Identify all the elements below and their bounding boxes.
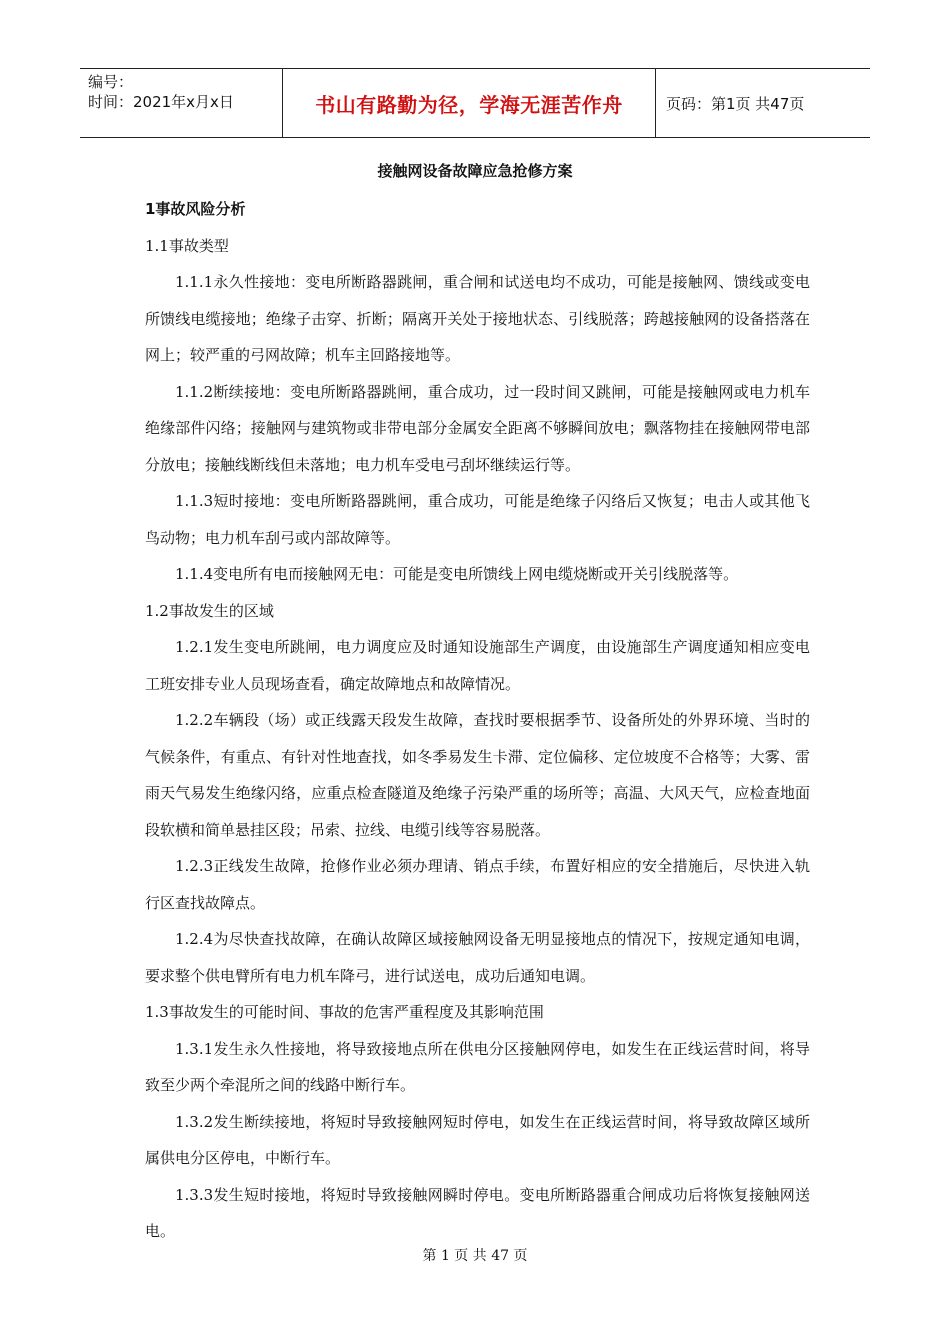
body-paragraph: 1.2.4为尽快查找故障，在确认故障区域接触网设备无明显接地点的情况下，按规定通知电调，要求整个供电臂所有电力机车降弓，进行试送电，成功后通知电调。 (145, 930, 810, 985)
body-paragraph: 1.1.3短时接地：变电所断路器跳闸，重合成功，可能是绝缘子闪络后又恢复；电击人或其他飞鸟动物；电力机车刮弓或内部故障等。 (145, 492, 810, 547)
header-motto-cell (282, 69, 656, 137)
subsection-heading: 1.3事故发生的可能时间、事故的危害严重程度及其影响范围 (145, 1003, 544, 1021)
motto-text: 书山有路勤为径，学海无涯苦作舟 (315, 92, 623, 117)
header-table (80, 68, 870, 138)
body-paragraph: 1.3.2发生断续接地，将短时导致接触网短时停电，如发生在正线运营时间，将导致故障区域所属供电分区停电，中断行车。 (145, 1112, 810, 1167)
body-paragraph: 1.1.1永久性接地：变电所断路器跳闸，重合闸和试送电均不成功，可能是接触网、馈线或变电所馈线电缆接地；绝缘子击穿、折断；隔离开关处于接地状态、引线脱落；跨越接触网的设备搭落在网上；较严重的弓网故障；机车主回路接地等。 (145, 273, 810, 364)
body-paragraph: 1.3.3发生短时接地，将短时导致接触网瞬时停电。变电所断路器重合闸成功后将恢复接触网送电。 (145, 1185, 810, 1240)
body-paragraph: 1.1.2断续接地：变电所断路器跳闸，重合成功，过一段时间又跳闸，可能是接触网或电力机车绝缘部件闪络；接触网与建筑物或非带电部分金属安全距离不够瞬间放电；飘落物挂在接触网带电部分放电；接触线断线但未落地；电力机车受电弓刮坏继续运行等。 (145, 382, 810, 474)
page-info: 页码：第1页 共47页 (666, 94, 805, 113)
header-page-cell (656, 69, 870, 137)
body-paragraph: 1.2.2车辆段（场）或正线露天段发生故障，查找时要根据季节、设备所处的外界环境、当时的气候条件，有重点、有针对性地查找，如冬季易发生卡滞、定位偏移、定位坡度不合格等；大雾、雷雨天气易发生绝缘闪络，应重点检查隧道及绝缘子污染严重的场所等；高温、大风天气，应检查地面段软横和简单悬挂区段；吊索、拉线、电缆引线等容易脱落。 (145, 711, 810, 839)
time-label: 时间：2021年x月x日 (88, 93, 234, 111)
page-footer: 第 1 页 共 47 页 (422, 1248, 528, 1264)
header-left-cell (80, 69, 282, 137)
subsection-heading: 1.1事故类型 (145, 236, 229, 255)
body-paragraph: 1.1.4变电所有电而接触网无电：可能是变电所馈线上网电缆烧断或开关引线脱落等。 (175, 565, 739, 583)
body-paragraph: 1.2.1发生变电所跳闸，电力调度应及时通知设施部生产调度，由设施部生产调度通知相应变电工班安排专业人员现场查看，确定故障地点和故障情况。 (145, 638, 810, 693)
document-title: 接触网设备故障应急抢修方案 (377, 162, 573, 180)
body-paragraph: 1.3.1发生永久性接地，将导致接地点所在供电分区接触网停电，如发生在正线运营时间，将导致至少两个牵混所之间的线路中断行车。 (145, 1039, 810, 1094)
number-label: 编号： (88, 73, 134, 91)
subsection-heading: 1.2事故发生的区域 (145, 601, 274, 620)
section-heading: 1事故风险分析 (145, 200, 246, 218)
body-paragraph: 1.2.3正线发生故障，抢修作业必须办理请、销点手续，布置好相应的安全措施后，尽快进入轨行区查找故障点。 (145, 857, 810, 912)
document-body (145, 191, 810, 1250)
